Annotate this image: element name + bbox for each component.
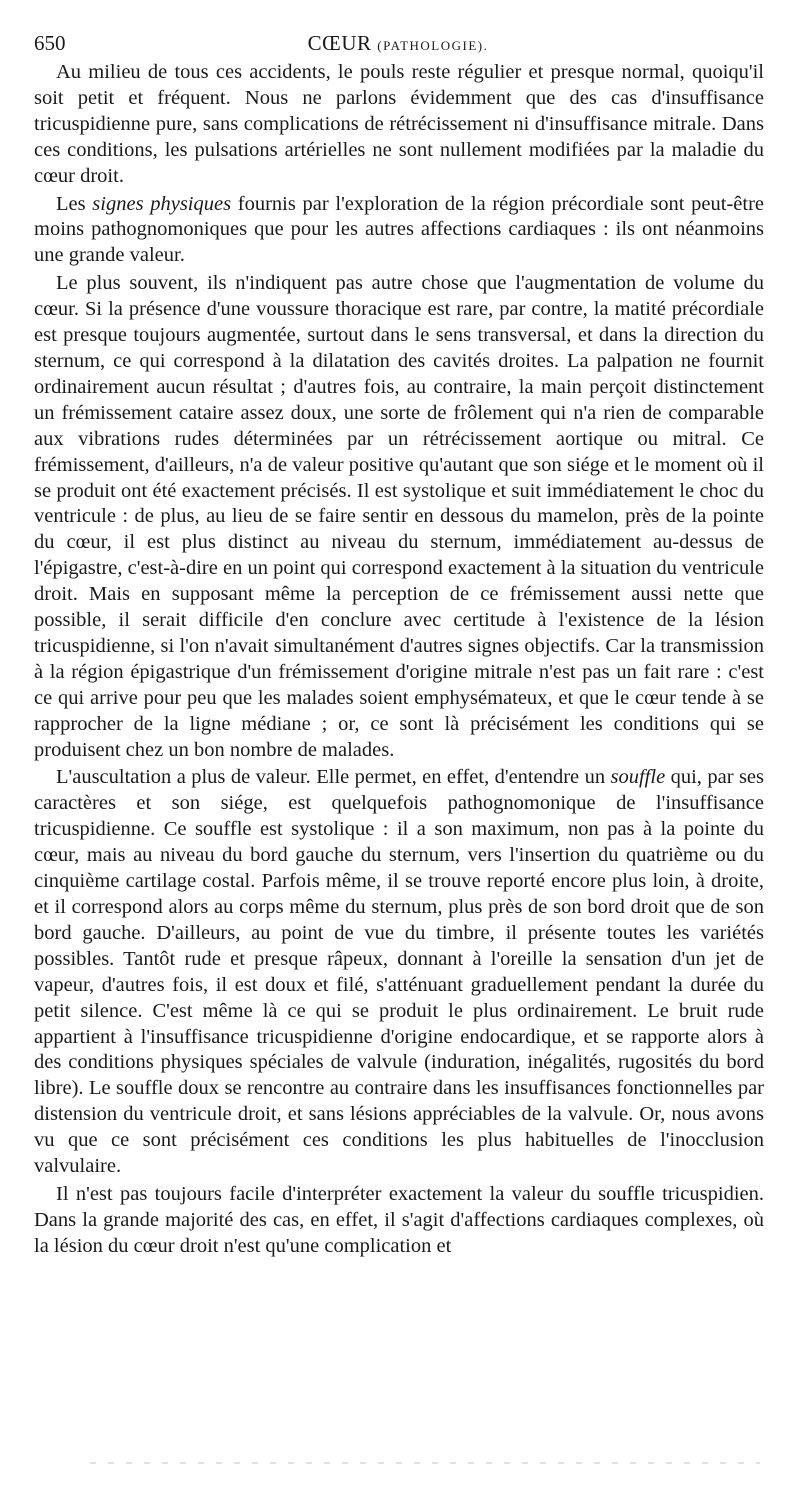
paragraph-text-start: L'auscultation a plus de valeur. Elle permet, en effet, d'entendre un bbox=[56, 766, 611, 789]
page-number: 650 bbox=[34, 31, 66, 55]
paragraph-auscultation bbox=[34, 765, 764, 1180]
page-header bbox=[34, 28, 762, 58]
running-title-sub: (PATHOLOGIE). bbox=[377, 38, 489, 53]
paragraph-text-start: Les bbox=[56, 192, 93, 215]
page-bottom-bleed bbox=[90, 1462, 760, 1464]
running-title-main: CŒUR bbox=[307, 31, 372, 55]
paragraph-palpation: Le plus souvent, ils n'indiquent pas autre chose que l'augmentation de volume du cœur. Si la présence d'une voussure thoracique est rare, par contre, la matité précordiale est presque toujours augmentée, surtout dans le sens transversal, et dans la direction du sternum, ce qui correspond à la dilatation des cavités droites. La palpation ne fournit ordinairement aucun résultat ; d'autres fois, au contraire, la main perçoit distinctement un frémissement cataire assez doux, une sorte de frôlement qui n'a rien de comparable aux vibrations rudes déterminées par un rétrécissement aortique ou mitral. Ce frémissement, d'ailleurs, n'a de valeur positive qu'autant que son siége et le moment où il se produit ont été exactement précisés. Il est systolique et suit immédiatement le choc du ventricule : de plus, au lieu de se faire sentir en dessous du mamelon, près de la pointe du cœur, il est plus distinct au niveau du sternum, immédiatement au-dessus de l'épigastre, c'est-à-dire en un point qui correspond exactement à la situation du ventricule droit. Mais en supposant même la perception de ce frémissement aussi nette que possible, il serait difficile d'en conclure avec certitude à l'existence de la lésion tricuspidienne, si l'on n'avait simultanément d'autres signes objectifs. Car la transmission à la région épigastrique d'un frémissement d'origine mitrale n'est pas un fait rare : c'est ce qui arrive pour peu que les malades soient emphysémateux, et que le cœur tende à se rapprocher de la ligne médiane ; or, ce sont là précisément les conditions qui se produisent chez un bon nombre de malades. bbox=[34, 272, 764, 761]
paragraph-text-end: fournis par l'exploration de la région précordiale sont peut-être moins pathognomoniques que pour les autres affections cardiaques : ils ont néanmoins une grande valeur. bbox=[34, 192, 764, 267]
emphasis-souffle: souffle bbox=[610, 766, 666, 789]
paragraph-text-end: qui, par ses caractères et son siége, est quelquefois pathognomonique de l'insuffisance tricuspidienne. Ce souffle est systolique : il a son maximum, non pas à la pointe du cœur, mais au niveau du bord gauche du sternum, vers l'insertion du quatrième ou du cinquième cartilage costal. Parfois même, il se trouve reporté encore plus loin, à droite, et il correspond alors au corps même du sternum, plus près de son bord droit que de son bord gauche. D'ailleurs, au point de vue du timbre, il présente toutes les variétés possibles. Tantôt rude et presque râpeux, donnant à l'oreille la sensation d'un jet de vapeur, d'autres fois, il est doux et filé, s'atténuant graduellement pendant la durée du petit silence. C'est même là ce qui se produit le plus ordinairement. Le bruit rude appartient à l'insuffisance tricuspidienne d'origine endocardique, et se rapporte alors à des conditions physiques spéciales de valvule (induration, inégalités, rugosités du bord libre). Le souffle doux se rencontre au contraire dans les insuffisances fonctionnelles par distension du ventricule droit, et sans lésions appréciables de la valvule. Or, nous avons vu que ce sont précisément ces conditions les plus habituelles de l'inocclusion valvulaire. bbox=[34, 766, 764, 1178]
paragraph-pulse: Au milieu de tous ces accidents, le pouls reste régulier et presque normal, quoiqu'il soit petit et fréquent. Nous ne parlons évidemment que des cas d'insuffisance tricuspidienne pure, sans complications de rétrécissement ni d'insuffisance mitrale. Dans ces conditions, les pulsations artérielles ne sont nullement modifiées par la maladie du cœur droit. bbox=[34, 61, 764, 187]
emphasis-physical-signs: signes physiques bbox=[92, 192, 232, 215]
body-text bbox=[34, 60, 764, 1262]
paragraph-physical-signs bbox=[34, 192, 764, 270]
running-title bbox=[34, 28, 762, 61]
paragraph-interpretation: Il n'est pas toujours facile d'interpréter exactement la valeur du souffle tricuspidien. Dans la grande majorité des cas, en effet, il s'agit d'affections cardiaques complexes, où la lésion du cœur droit n'est qu'une complication et bbox=[34, 1182, 764, 1257]
